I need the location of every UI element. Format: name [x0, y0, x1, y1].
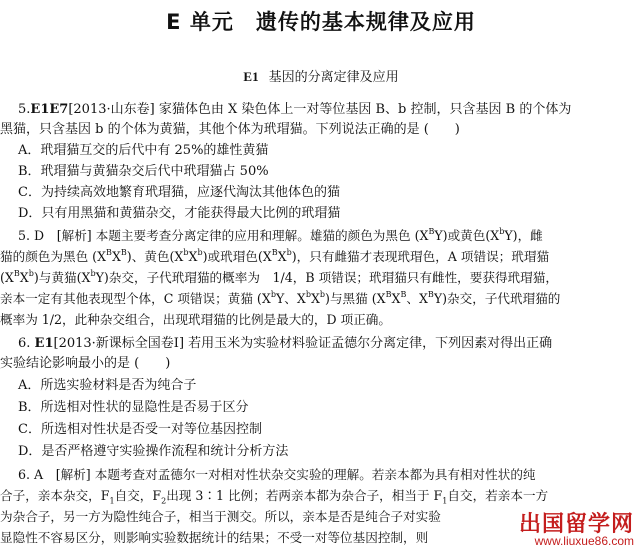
q6-source: [2013·新课标全国卷Ⅰ]: [53, 336, 185, 351]
q6-option-c: C．所选相对性状是否受一对等位基因控制: [18, 422, 262, 437]
a6-line-3: 为杂合子，另一方为隐性纯合子，相当于测交。所以，亲本是否是纯合子对实验: [0, 509, 441, 524]
a5-line-3: $(X^BX^b)$与黄猫$(X^bY)$杂交，子代玳瑁猫的概率为 1/4，B 项错误；玳瑁猫只有雌性，要获得玳瑁猫，: [0, 269, 558, 285]
site-watermark: [513, 506, 636, 548]
q5-stem-line-1: 5.E1E7[2013·山东卷] 家猫体色由 X 染色体上一对等位基因 B、b 控制，只含基因 B 的个体为: [18, 102, 572, 117]
watermark-logo-text: 出国留学网: [518, 512, 634, 537]
q5-option-a: A．玳瑁猫互交的后代中有 25%的雄性黄猫: [18, 143, 269, 158]
q5-option-b: B．玳瑁猫与黄猫杂交后代中玳瑁猫占 50%: [18, 164, 269, 179]
a5-line-2: 猫的颜色为黑色 $(X^BX^B)$、黄色$(X^bX^b)$或玳瑁色$(X^BX^b)$，只有雌猫才表现玳瑁色，A 项错误；玳瑁猫: [0, 248, 550, 264]
q5-option-c: C．为持续高效地繁育玳瑁猫，应逐代淘汰其他体色的猫: [18, 185, 340, 200]
q5-source: [2013·山东卷]: [68, 102, 155, 117]
q6-stem-line-2: 实验结论影响最小的是 ( ): [0, 356, 171, 371]
q6-option-a: A．所选实验材料是否为纯合子: [18, 378, 197, 393]
a5-line-4: 亲本一定有其他表现型个体，C 项错误；黄猫 ($X^bY$、$X^bX^b$)与黑猫 ($X^BX^B$、$X^BY$)杂交，子代玳瑁猫的: [0, 290, 561, 306]
a6-line-1: 6. A [解析] 本题考查对孟德尔一对相对性状杂交实验的理解。若亲本都为具有相对性状的纯: [18, 467, 536, 482]
q6-code: E1: [34, 336, 54, 351]
q6-stem-line-1: 6. E1[2013·新课标全国卷Ⅰ] 若用玉米为实验材料验证孟德尔分离定律，下列因素对得出正确: [18, 336, 553, 351]
a5-line-1: 5. D [解析] 本题主要考查分离定律的应用和理解。雄猫的颜色为黑色 $(X^BY)$或黄色$(X^bY)$，雌: [18, 227, 543, 243]
q5-option-d: D．只有用黑猫和黄猫杂交，才能获得最大比例的玳瑁猫: [18, 206, 341, 221]
q5-stem-line-2: 黑猫，只含基因 b 的个体为黄猫，其他个体为玳瑁猫。下列说法正确的是 ( ): [0, 122, 460, 137]
section-heading: [0, 66, 642, 85]
q6-option-d: D．是否严格遵守实验操作流程和统计分析方法: [18, 444, 289, 459]
section-name: 基因的分离定律及应用: [268, 70, 399, 85]
a6-line-4: 显隐性不容易区分，则影响实验数据统计的结果；不受一对等位基因控制，则: [0, 530, 429, 545]
a6-line-2: 合子，亲本杂交，$F_1$自交，$F_2$出现 3∶1 比例；若两亲本都为杂合子，相当于 $F_1$自交，若亲本一方: [0, 488, 549, 506]
unit-title: E 单元 遗传的基本规律及应用: [166, 10, 476, 34]
watermark-url: www.liuxue86.com: [534, 534, 634, 548]
q5-code: E1E7: [30, 102, 69, 117]
q6-option-b: B．所选相对性状的显隐性是否易于区分: [18, 400, 249, 415]
a5-line-5: 概率为 1/2，此种杂交组合，出现玳瑁猫的比例是最大的，D 项正确。: [0, 312, 391, 327]
section-code: E1: [243, 69, 259, 84]
